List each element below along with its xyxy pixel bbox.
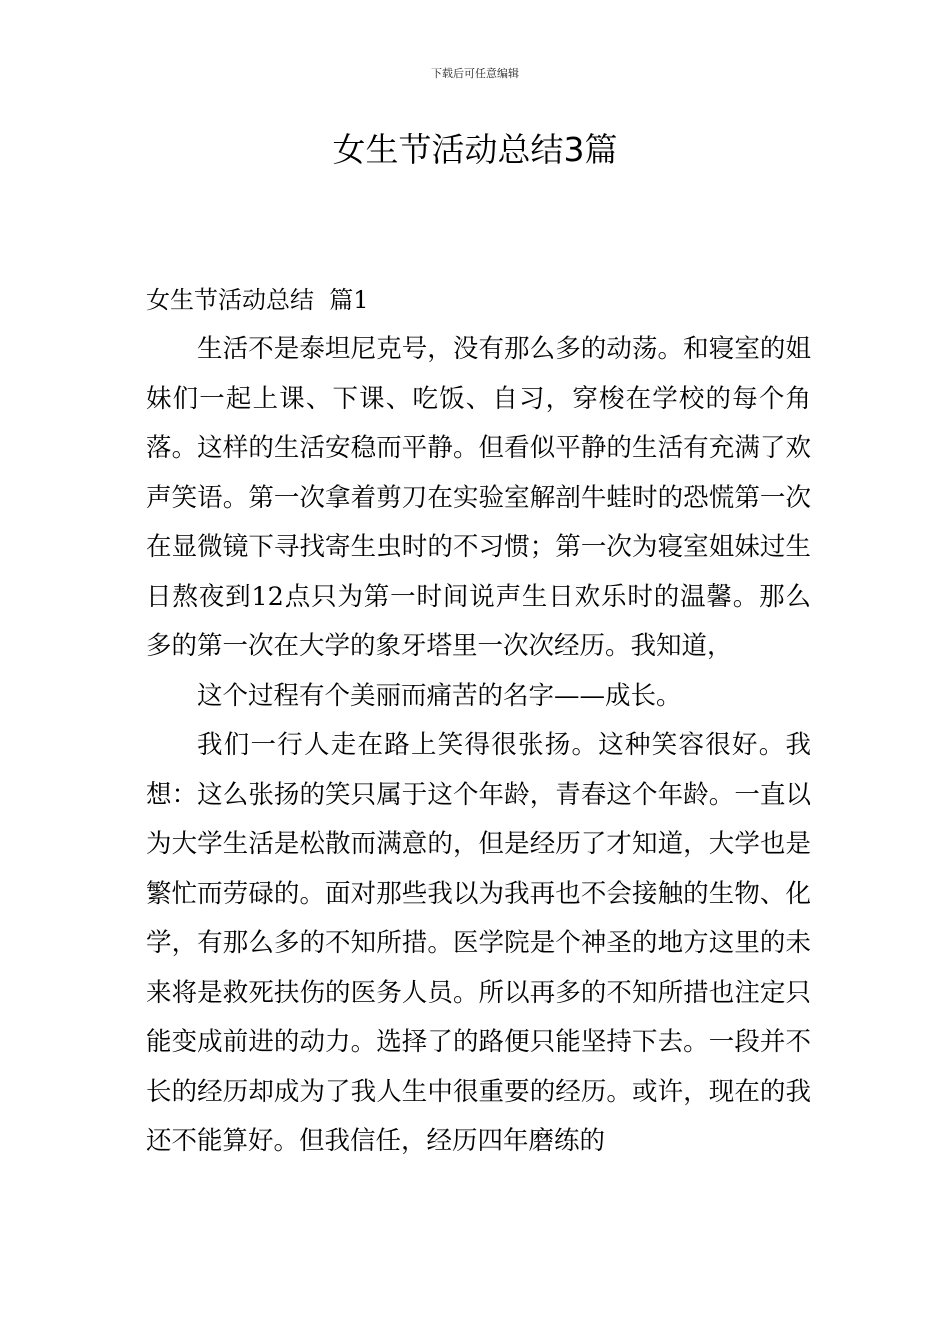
section-heading: 女生节活动总结 篇1 [146,286,369,314]
paragraph: 生活不是泰坦尼克号，没有那么多的动荡。和寝室的姐妹们一起上课、下课、吃饭、自习，穿梭在学校的每个角落。这样的生活安稳而平静。但看似平静的生活有充满了欢声笑语。第一次拿着剪刀在实验室解剖牛蛙时的恐慌第一次在显微镜下寻找寄生虫时的不习惯；第一次为寝室姐妹过生日熬夜到12点只为第一时间说声生日欢乐时的温馨。那么多的第一次在大学的象牙塔里一次次经历。我知道， [146,334,811,661]
paragraph: 我们一行人走在路上笑得很张扬。这种笑容很好。我想：这么张扬的笑只属于这个年龄，青春这个年龄。一直以为大学生活是松散而满意的，但是经历了才知道，大学也是繁忙而劳碌的。面对那些我以为我再也不会接触的生物、化学，有那么多的不知所措。医学院是个神圣的地方这里的未来将是救死扶伤的医务人员。所以再多的不知所措也注定只能变成前进的动力。选择了的路便只能坚持下去。一段并不长的经历却成为了我人生中很重要的经历。或许，现在的我还不能算好。但我信任，经历四年磨练的 [146,730,811,1156]
body-text [146,325,811,1167]
document-title: 女生节活动总结3篇 [332,130,618,169]
header-note: 下载后可任意编辑 [431,67,519,80]
paragraph: 这个过程有个美丽而痛苦的名字——成长。 [197,680,682,711]
